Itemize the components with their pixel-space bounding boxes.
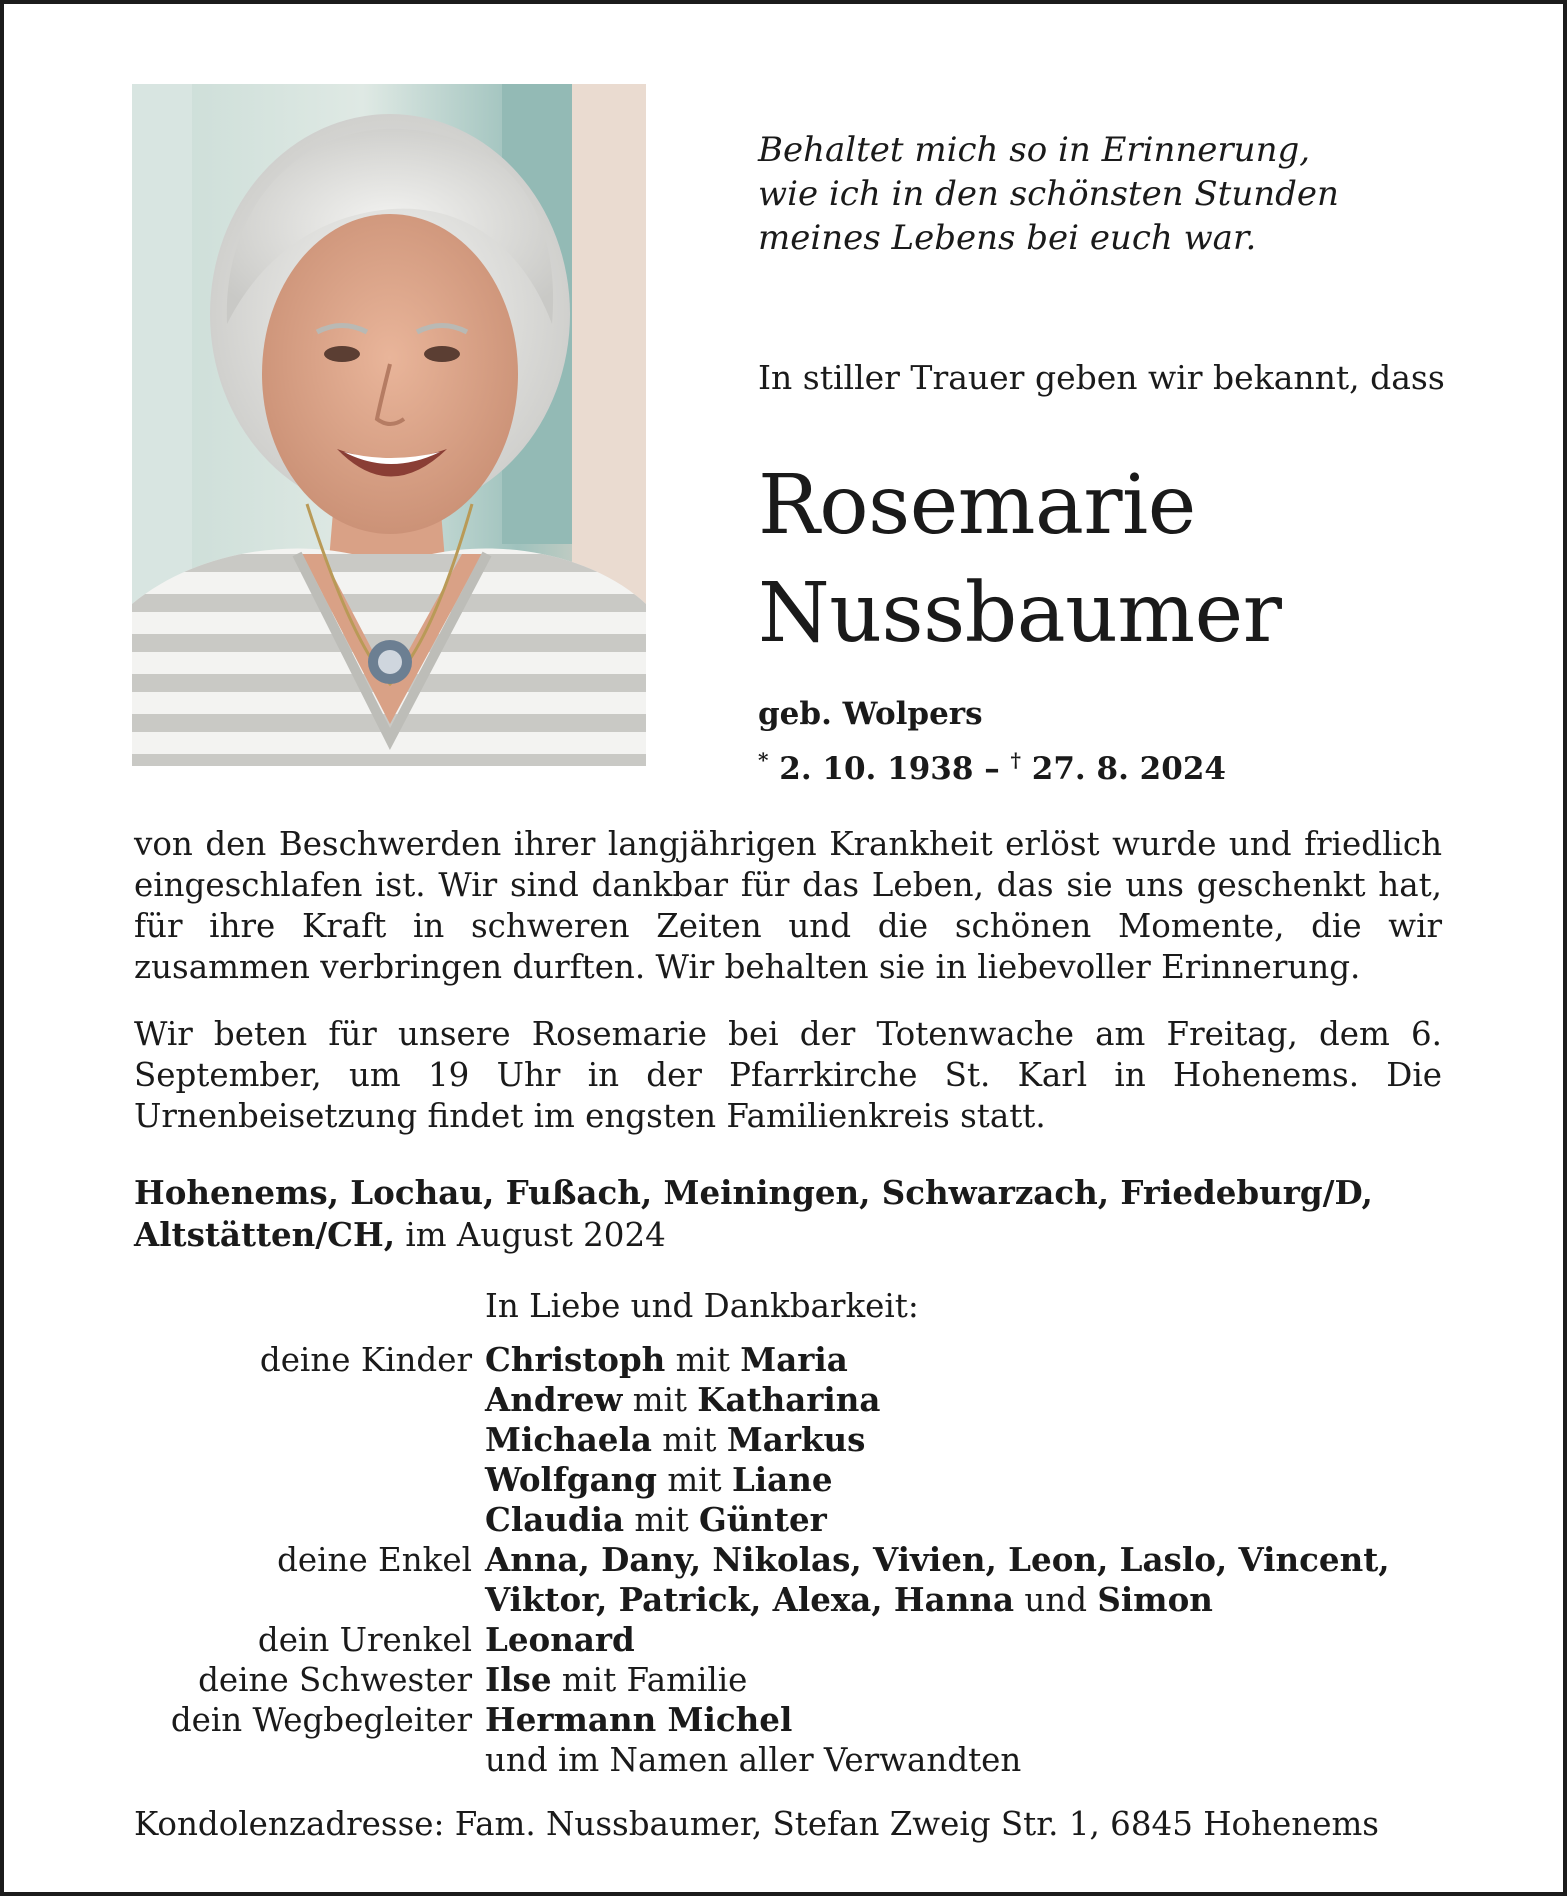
- sister-name: Ilse: [485, 1660, 552, 1699]
- family-label: deine Schwester: [198, 1661, 472, 1699]
- service-paragraph: Wir beten für unsere Rosemarie bei der Totenwache am Freitag, dem 6. September, um 19 Uhr in der Pfarrkirche St. Karl in Hohenems. Die Urnenbeisetzung findet im engsten Familienkreis statt.: [134, 1015, 1442, 1135]
- motto-quote: [758, 128, 1478, 260]
- family-row: [134, 1420, 1454, 1460]
- family-row: [134, 1380, 1454, 1420]
- birth-date: 2. 10. 1938: [779, 751, 974, 787]
- grandchildren-line-2: Viktor, Patrick, Alexa, Hanna: [485, 1580, 1015, 1619]
- family-row: [134, 1340, 1454, 1380]
- partner-name: Günter: [698, 1500, 827, 1539]
- grandchildren-last: Simon: [1097, 1580, 1213, 1619]
- places-line-1: Hohenems, Lochau, Fußach, Meiningen, Schwarzach, Friedeburg/D,: [134, 1173, 1373, 1212]
- child-name: Wolfgang: [485, 1460, 657, 1499]
- birth-name: geb. Wolpers: [758, 696, 983, 732]
- family-row: [134, 1660, 1454, 1700]
- portrait-photo: [132, 84, 646, 766]
- grandchildren-line-1: Anna, Dany, Nikolas, Vivien, Leon, Laslo, Vincent,: [485, 1540, 1390, 1579]
- mit-text: mit: [651, 1421, 727, 1459]
- deceased-name: [758, 452, 1538, 668]
- family-row: [134, 1580, 1454, 1620]
- portrait-illustration: [132, 84, 646, 766]
- family-row: [134, 1460, 1454, 1500]
- death-symbol: †: [1010, 748, 1021, 772]
- intro-text: In stiller Trauer geben wir bekannt, dass: [758, 358, 1445, 397]
- announcement-paragraph: von den Beschwerden ihrer langjährigen Krankheit erlöst wurde und friedlich eingeschlafen ist. Wir sind dankbar für das Leben, das sie uns geschenkt hat, für ihre Kraft in schweren Zeiten und die schönen Momente, die wir zusammen verbringen durften. Wir behalten sie in liebevoller Erinnerung.: [134, 825, 1442, 986]
- companion-name: Hermann Michel: [485, 1700, 793, 1739]
- mit-text: mit: [622, 1381, 698, 1419]
- last-name: Nussbaumer: [758, 566, 1282, 661]
- motto-line: meines Lebens bei euch war.: [758, 218, 1257, 258]
- mit-text: mit: [624, 1501, 699, 1539]
- child-name: Andrew: [485, 1380, 623, 1419]
- places-line-2-bold: Altstätten/CH,: [134, 1215, 396, 1254]
- condolence-address: Kondolenzadresse: Fam. Nussbaumer, Stefan Zweig Str. 1, 6845 Hohenems: [134, 1805, 1379, 1843]
- partner-name: Maria: [740, 1340, 848, 1379]
- mit-text: mit: [665, 1341, 741, 1379]
- motto-line: Behaltet mich so in Erinnerung,: [758, 130, 1311, 170]
- sister-rest: mit Familie: [551, 1661, 748, 1699]
- family-list: [134, 1340, 1454, 1740]
- birth-symbol: *: [758, 748, 769, 772]
- family-row: [134, 1700, 1454, 1740]
- family-row: [134, 1500, 1454, 1540]
- places-and-date: [134, 1172, 1444, 1256]
- family-label: dein Wegbegleiter: [170, 1701, 472, 1739]
- child-name: Claudia: [485, 1500, 625, 1539]
- death-date: 27. 8. 2024: [1031, 751, 1226, 787]
- family-row: [134, 1620, 1454, 1660]
- partner-name: Liane: [731, 1460, 833, 1499]
- mit-text: mit: [657, 1461, 732, 1499]
- first-name: Rosemarie: [758, 458, 1196, 553]
- motto-line: wie ich in den schönsten Stunden: [758, 174, 1339, 214]
- partner-name: Katharina: [697, 1380, 881, 1419]
- partner-name: Markus: [726, 1420, 866, 1459]
- family-label: deine Enkel: [277, 1541, 472, 1579]
- family-label: dein Urenkel: [257, 1621, 472, 1659]
- closing-line: und im Namen aller Verwandten: [485, 1741, 1022, 1779]
- great-grandchild-name: Leonard: [485, 1620, 635, 1659]
- places-date: im August 2024: [395, 1216, 666, 1254]
- dank-heading: In Liebe und Dankbarkeit:: [485, 1287, 919, 1325]
- und-text: und: [1014, 1581, 1098, 1619]
- life-dates: [758, 738, 1458, 791]
- family-label: deine Kinder: [259, 1341, 472, 1379]
- child-name: Christoph: [485, 1340, 666, 1379]
- family-row: [134, 1540, 1454, 1580]
- date-dash: –: [984, 751, 1000, 787]
- child-name: Michaela: [485, 1420, 652, 1459]
